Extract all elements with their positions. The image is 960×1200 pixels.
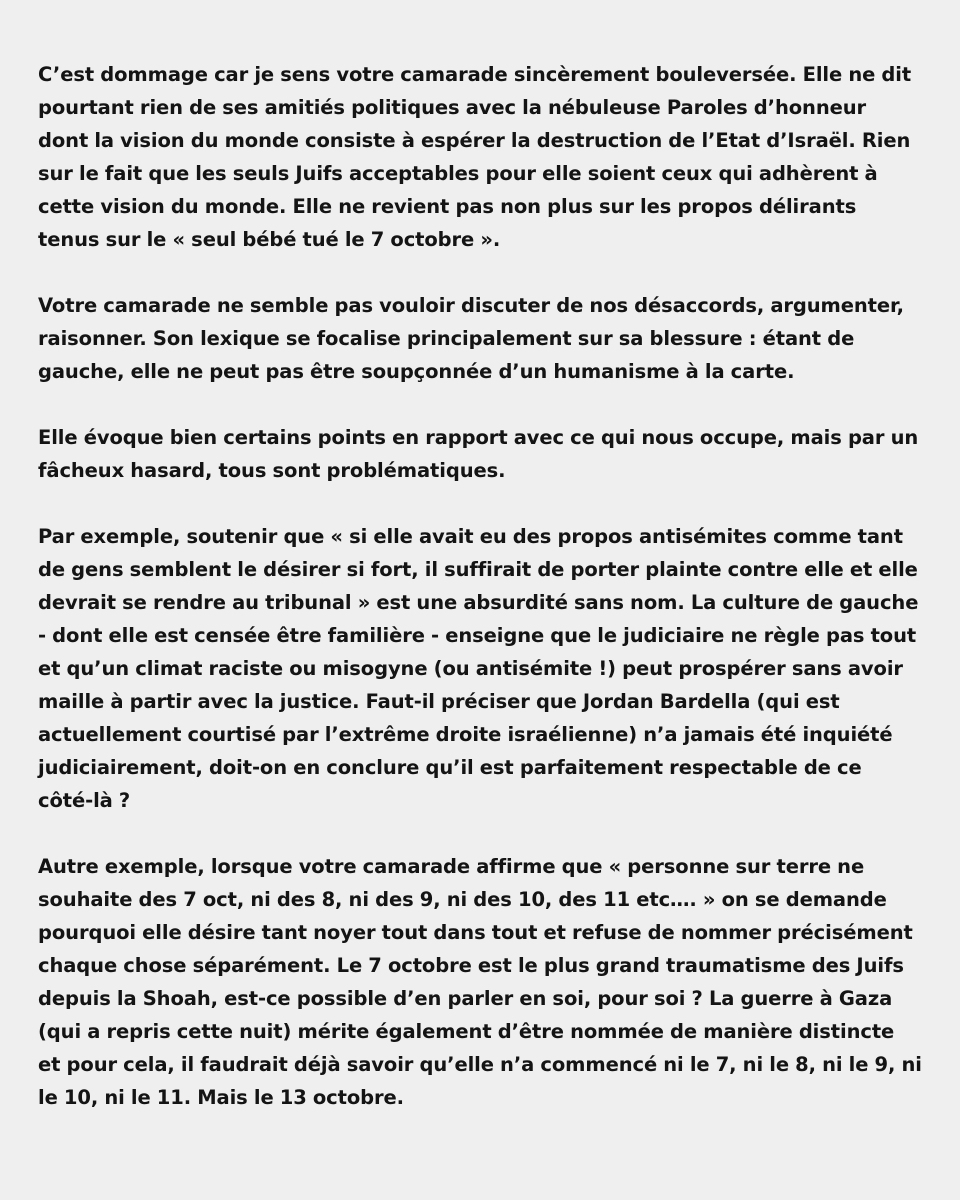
paragraph-1: C’est dommage car je sens votre camarade sincèrement bouleversée. Elle ne dit pourtant rien de ses amitiés politiques avec la nébuleuse Paroles d’honneur dont la vision du monde consiste à espérer la destruction de l’Etat d’Israël. Rien sur le fait que les seuls Juifs acceptables pour elle soient ceux qui adhèrent à cette vision du monde. Elle ne revient pas non plus sur les propos délirants tenus sur le « seul bébé tué le 7 octobre ». [38,63,912,251]
paragraph-3: Elle évoque bien certains points en rapport avec ce qui nous occupe, mais par un fâcheux hasard, tous sont problématiques. [38,426,919,482]
paragraph-2: Votre camarade ne semble pas vouloir discuter de nos désaccords, argumenter, raisonner. Son lexique se focalise principalement sur sa blessure : étant de gauche, elle ne peut pas être soupçonnée d’un humanisme à la carte. [38,294,904,383]
paragraph-4: Par exemple, soutenir que « si elle avait eu des propos antisémites comme tant de gens semblent le désirer si fort, il suffirait de porter plainte contre elle et elle devrait se rendre au tribunal » est une absurdité sans nom. La culture de gauche - dont elle est censée être familière - enseigne que le judiciaire ne règle pas tout et qu’un climat raciste ou misogyne (ou antisémite !) peut prospérer sans avoir maille à partir avec la justice. Faut-il préciser que Jordan Bardella (qui est actuellement courtisé par l’extrême droite israélienne) n’a jamais été inquiété judiciairement, doit-on en conclure qu’il est parfaitement respectable de ce côté-là ? [38,525,919,812]
paragraph-5: Autre exemple, lorsque votre camarade affirme que « personne sur terre ne souhaite des 7 oct, ni des 8, ni des 9, ni des 10, des 11 etc…. » on se demande pourquoi elle désire tant noyer tout dans tout et refuse de nommer précisément chaque chose séparément. Le 7 octobre est le plus grand traumatisme des Juifs depuis la Shoah, est-ce possible d’en parler en soi, pour soi ? La guerre à Gaza (qui a repris cette nuit) mérite également d’être nommée de manière distincte et pour cela, il faudrait déjà savoir qu’elle n’a commencé ni le 7, ni le 8, ni le 9, ni le 10, ni le 11. Mais le 13 octobre. [38,855,922,1109]
